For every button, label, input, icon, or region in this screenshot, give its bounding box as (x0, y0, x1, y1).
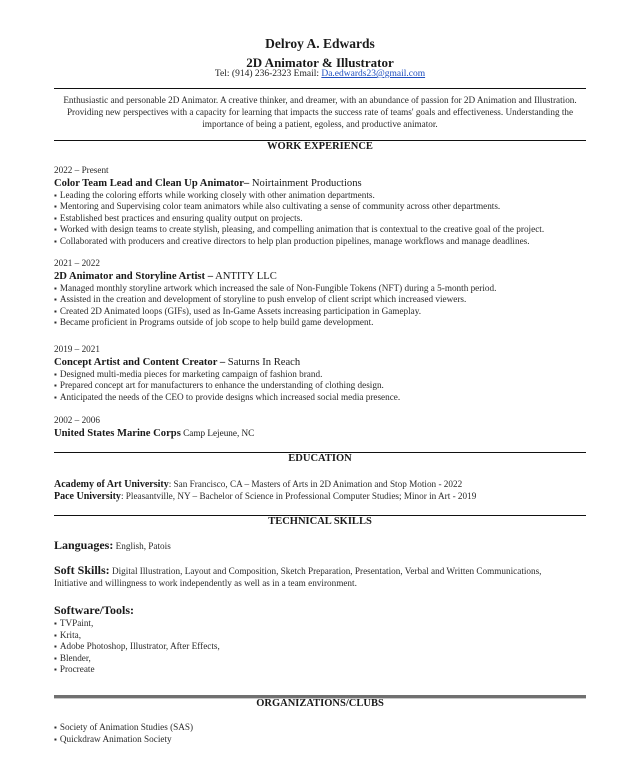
education-entry (54, 479, 594, 491)
school-detail: : San Francisco, CA – Masters of Arts in 2D Animation and Stop Motion - 2022 (168, 479, 463, 489)
languages-row (54, 540, 594, 553)
orgs-list (54, 722, 594, 745)
job-bullet: ▪ Became proficient in Programs outside of job scope to help build game development. (54, 317, 594, 329)
org-item: ▪ Society of Animation Studies (SAS) (54, 722, 594, 734)
soft-skills-label: Soft Skills: (54, 563, 110, 577)
job-entry (54, 344, 594, 403)
education-list (54, 479, 594, 502)
job-title: 2D Animator and Storyline Artist – (54, 270, 214, 282)
header-divider (54, 88, 586, 89)
job-company: ANTITY LLC (213, 270, 277, 282)
job-title: Concept Artist and Content Creator – (54, 356, 226, 368)
job-bullet: ▪ Managed monthly storyline artwork which increased the sale of Non-Fungible Tokens (NFT) during a 5-month period. (54, 283, 594, 295)
job-dates: 2021 – 2022 (54, 258, 100, 268)
work-heading: WORK EXPERIENCE (267, 141, 373, 152)
job-bullet: ▪ Mentoring and Supervising color team animators while also cultivating a sense of community across other departments. (54, 201, 594, 213)
job-bullet: ▪ Created 2D Animated loops (GIFs), used as In-Game Assets increasing participation in Gameplay. (54, 306, 594, 318)
software-label: Software/Tools: (54, 603, 135, 617)
school-detail: : Pleasantville, NY – Bachelor of Science in Professional Computer Studies; Minor in Art - 2019 (120, 490, 477, 501)
candidate-title: 2D Animator & Illustrator (246, 55, 394, 70)
school-name: Academy of Art University (54, 479, 169, 490)
job-company: Camp Lejeune, NC (180, 427, 255, 438)
summary-text: Enthusiastic and personable 2D Animator. A creative thinker, and dreamer, with an abundance of passion for 2D Animation and Illustration. Providing new perspectives with a capacity for learning that impacts the success rate of teams' goals and effectiveness. Understanding the importance of being a patient, egoless, and productive animator. (63, 95, 577, 129)
languages-label: Languages: (54, 538, 114, 552)
job-bullet: ▪ Prepared concept art for manufacturers to enhance the understanding of clothing design. (54, 380, 594, 392)
job-entry (54, 258, 594, 329)
software-item: ▪ TVPaint, (54, 618, 594, 630)
job-role (54, 270, 594, 283)
job-entry (54, 415, 594, 440)
software-tools (54, 603, 594, 676)
job-company: Saturns In Reach (225, 356, 301, 368)
job-role (54, 427, 594, 440)
software-item: ▪ Krita, (54, 630, 594, 642)
job-bullet: ▪ Established best practices and ensuring quality output on projects. (54, 213, 594, 225)
languages-value: English, Patois (113, 541, 171, 551)
job-bullet: ▪ Worked with design teams to create stylish, pleasing, and compelling animation that is contextual to the creative goal of the project. (54, 224, 594, 236)
job-bullet: ▪ Collaborated with producers and creative directors to help plan production pipelines, manage workflows and manage deadlines. (54, 236, 594, 248)
job-bullet: ▪ Assisted in the creation and development of storyline to push envelop of client script which increased viewers. (54, 294, 594, 306)
contact-line (54, 69, 586, 79)
contact-phone: Tel: (914) 236-2323 Email: (214, 69, 322, 79)
job-role (54, 177, 594, 190)
job-bullet: ▪ Leading the coloring efforts while working closely with other animation departments. (54, 190, 594, 202)
software-item: ▪ Adobe Photoshop, Illustrator, After Effects, (54, 641, 594, 653)
job-bullet: ▪ Anticipated the needs of the CEO to provide designs which increased social media presence. (54, 392, 594, 404)
skills-heading: TECHNICAL SKILLS (268, 516, 372, 527)
soft-skills-value: Digital Illustration, Layout and Composition, Sketch Preparation, Presentation, Verbal and Written Communications, Initiative and willingness to work independently as well as in a team environment. (54, 566, 542, 588)
job-title: Color Team Lead and Clean Up Animator– (54, 177, 250, 189)
education-heading: EDUCATION (288, 453, 352, 464)
job-title: United States Marine Corps (54, 427, 181, 439)
job-dates: 2022 – Present (54, 165, 109, 175)
candidate-name: Delroy A. Edwards (265, 36, 375, 51)
job-role (54, 356, 594, 369)
job-bullet: ▪ Designed multi-media pieces for marketing campaign of fashion brand. (54, 369, 594, 381)
school-name: Pace University (54, 490, 121, 502)
job-dates: 2019 – 2021 (54, 344, 100, 354)
job-entry (54, 165, 594, 248)
email-link[interactable]: Da.edwards23@gmail.com (321, 69, 426, 79)
org-item: ▪ Quickdraw Animation Society (54, 734, 594, 746)
software-item: ▪ Blender, (54, 653, 594, 665)
job-dates: 2002 – 2006 (54, 415, 100, 425)
orgs-heading: ORGANIZATIONS/CLUBS (256, 698, 384, 709)
soft-skills-row (54, 565, 574, 589)
job-company: Noirtainment Productions (249, 177, 362, 189)
education-entry (54, 491, 594, 503)
software-item: ▪ Procreate (54, 664, 594, 676)
